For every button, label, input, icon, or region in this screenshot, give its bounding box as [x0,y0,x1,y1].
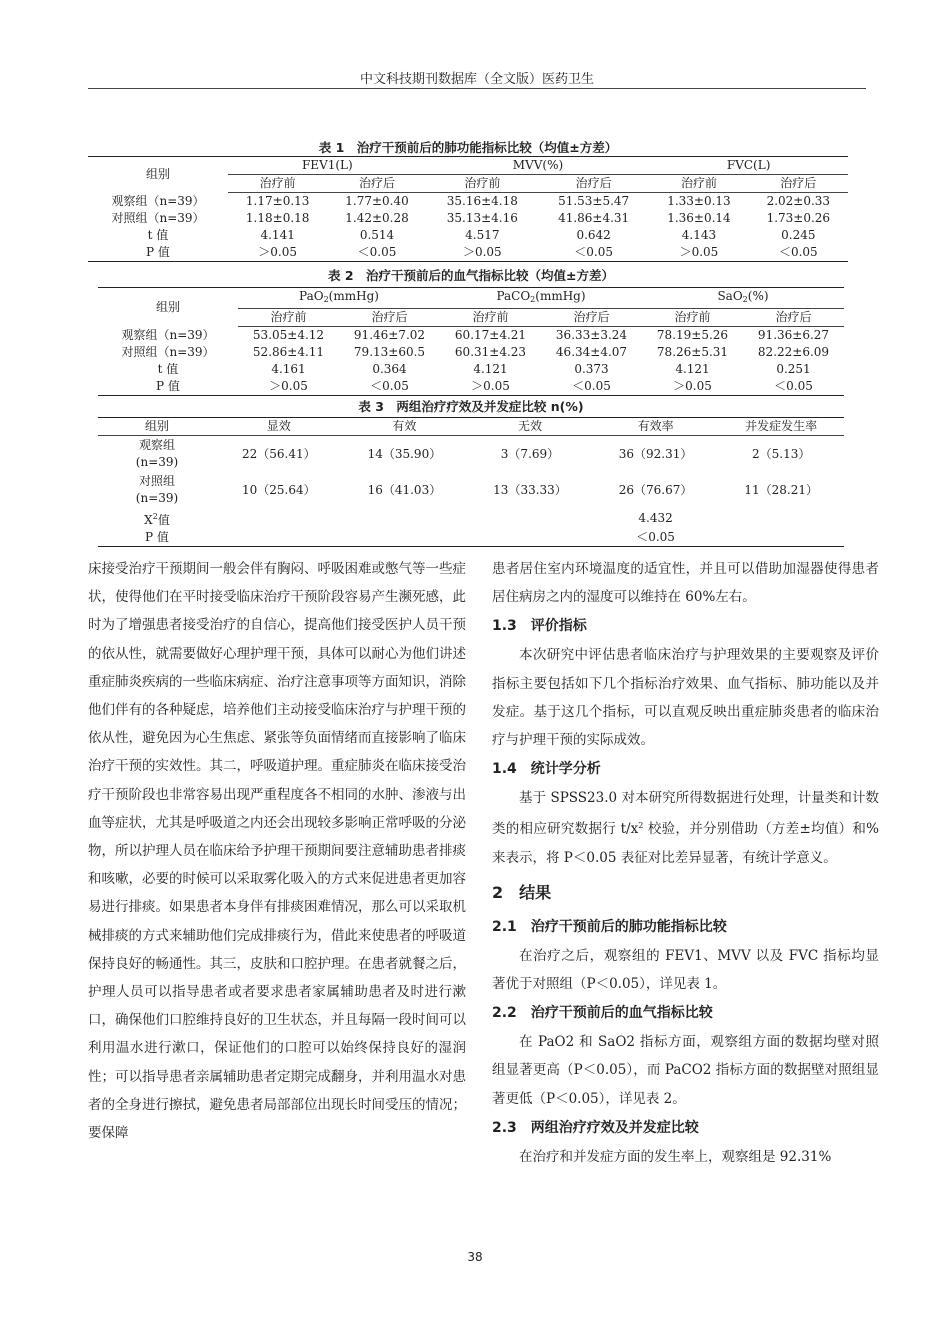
row-label: t 值 [157,362,179,376]
table-cell: 91.46±7.02 [353,328,426,342]
metric-text: SaO [717,289,743,303]
row-label: 观察组（n=39） [121,327,215,342]
table3-row [98,529,844,547]
metric-sub: 2 [742,295,748,304]
table-cell [718,529,844,547]
row-label-n: (n=39) [135,455,179,469]
table3 [98,417,844,547]
table1-sub-header: 治疗后 [749,175,848,193]
table-cell: 1.42±0.28 [345,211,409,225]
table1-sub-header: 治疗前 [427,175,538,193]
table2-metric-pao2 [238,288,440,309]
table1-row [88,227,848,244]
table2-row [98,378,844,396]
body-paragraph: 患者居住室内环境温度的适宜性，并且可以借助加湿器使得患者居住病房之内的湿度可以维持在 60%左右。 [492,561,879,606]
metric-text: PaO [299,289,324,303]
table3-header-cell: 显效 [216,418,342,436]
table-cell [216,508,342,529]
body-paragraph: 本次研究中评估患者临床治疗与护理效果的主要观察及评价指标主要包括如下几个指标治疗效果、血气指标、肺功能以及并发症。基于这几个指标，可以直观反映出重症肺炎患者的临床治疗与护理干预的实际成效。 [492,647,879,749]
table3-header-cell: 组别 [98,418,216,436]
table-cell: 0.514 [359,228,395,242]
table3-header-cell: 有效 [342,418,468,436]
table-cell: ＞0.05 [238,378,339,396]
table-cell: ＜0.05 [327,244,426,262]
metric-sub: 2 [323,295,329,304]
table-cell: 78.26±5.31 [656,345,729,359]
table1-metric-mvv: MVV(%) [427,157,650,175]
row-label: 对照组（n=39） [121,345,215,359]
table-cell: 16（41.03） [367,482,442,497]
metric-unit: (mmHg) [328,289,379,303]
table-cell: 1.33±0.13 [667,194,731,208]
table-cell: 0.245 [781,228,816,242]
table2-sub-header: 治疗前 [440,309,541,327]
table-cell: 3（7.69） [500,446,560,461]
table-cell: 1.36±0.14 [667,211,731,225]
table-cell: 11（28.21） [744,482,818,497]
table-cell: 0.251 [776,362,811,376]
table-cell: 4.161 [271,362,306,376]
table2-row [98,361,844,378]
header-rule [88,88,866,89]
table3-caption: 表 3 两组治疗疗效及并发症比较 n(%) [358,399,584,414]
table2-sub-header: 治疗前 [642,309,743,327]
table-cell: ＞0.05 [427,244,538,262]
table-cell: 4.517 [465,228,500,242]
table3-header-cell: 有效率 [593,418,719,436]
table-cell: 82.22±6.09 [757,345,830,359]
table-cell: 1.77±0.40 [345,194,409,208]
table-cell: ＞0.05 [649,244,748,262]
table-cell: 36（92.31） [618,446,693,461]
table-cell: 35.16±4.18 [446,194,518,208]
row-label: 观察组（n=39） [111,193,205,208]
table-cell: 13（33.33） [493,482,567,497]
table-cell: 4.143 [681,228,717,242]
table-cell: 52.86±4.11 [252,345,325,359]
table-cell: 53.05±4.12 [252,328,325,342]
table2-sub-header: 治疗前 [238,309,339,327]
body-paragraph: 在 PaO2 和 SaO2 指标方面，观察组方面的数据均壁对照组显著更高（P＜0.05），而 PaCO2 指标方面的数据壁对照组显著更低（P＜0.05），详见表 2。 [492,1034,879,1107]
table-cell: 36.33±3.24 [555,328,628,342]
row-label: P 值 [88,244,228,262]
left-column [88,555,466,1147]
table-cell: ＜0.05 [743,378,844,396]
superscript: 2 [638,821,644,831]
table-cell: ＞0.05 [642,378,743,396]
text-run: 基于 SPSS23.0 对本研究所得数据进行处理，计量类和计数类的相应研究数据行 t/x [492,790,879,838]
table1-metric-fvc: FVC(L) [649,157,848,175]
table-cell: 1.18±0.18 [245,211,310,225]
table-cell [718,508,844,529]
table-cell: 91.36±6.27 [757,328,830,342]
table2-metric-sao2 [642,288,844,309]
section-heading-1-3: 1.3 评价指标 [492,618,587,635]
table-cell: 22（56.41） [241,446,316,461]
table1-caption: 表 1 治疗干预前后的肺功能指标比较（均值±方差） [318,140,618,155]
table-cell: ＜0.05 [593,529,719,547]
section-heading-2-3: 2.3 两组治疗疗效及并发症比较 [492,1119,699,1136]
table1 [88,156,848,262]
table-cell [342,529,468,547]
table1-sub-header: 治疗后 [538,175,649,193]
table-cell: 0.364 [372,362,407,376]
row-label-main: 对照组 [138,474,175,488]
row-label: 对照组（n=39） [111,211,205,225]
section-heading-2-2: 2.2 治疗干预前后的血气指标比较 [492,1005,713,1022]
table-cell: 1.73±0.26 [766,211,831,225]
table3-row [98,472,844,508]
table-cell: 2（5.13） [752,446,811,461]
row-label: P 值 [98,378,238,396]
section-heading-2: 2 结果 [492,882,552,902]
metric-sub: 2 [530,295,536,304]
table-cell: 26（76.67） [618,482,693,497]
table-cell: 1.17±0.13 [245,194,310,208]
body-paragraph [492,784,879,872]
row-label: t 值 [147,228,169,242]
table-cell: 10（25.64） [241,482,316,497]
table1-row [88,193,848,211]
text-run: 校验，并分别借助（方差±均值）和%来表示，将 P＜0.05 表征对比差异显著，有统计学意义。 [492,821,879,866]
table-cell: ＞0.05 [440,378,541,396]
table-cell: 0.373 [574,362,609,376]
table-cell [342,508,468,529]
table1-group-header: 组别 [88,157,228,193]
body-paragraph: 床接受治疗干预期间一般会伴有胸闷、呼吸困难或憋气等一些症状，使得他们在平时接受临床治疗干预阶段容易产生濒死感，此时为了增强患者接受治疗的自信心，提高他们接受医护人员干预的依从性，就需要做好心理护理干预，具体可以耐心为他们讲述重症肺炎疾病的一些临床病症、治疗注意事项等方面知识，消除他们伴有的各种疑虑，培养他们主动接受临床治疗与护理干预的依从性，避免因为心生焦虑、紧张等负面情绪而直接影响了临床治疗干预的实效性。其二，呼吸道护理。重症肺炎在临床接受治疗干预阶段也非常容易出现严重程度各不相同的水肿、渗液与出血等症状，尤其是呼吸道之内还会出现较多影响正常呼吸的分泌物，所以护理人员在临床给予护理干预期间要注意辅助患者排痰和咳嗽，必要的时候可以采取雾化吸入的方式来促进患者更加容易进行排痰。如果患者本身伴有排痰困难情况，那么可以采取机械排痰的方式来辅助他们完成排痰行为，借此来使患者的呼吸道保持良好的畅通性。其三，皮肤和口腔护理。在患者就餐之后，护理人员可以指导患者或者要求患者家属辅助患者及时进行漱口，确保他们口腔维持良好的卫生状态，并且每隔一段时间可以利用温水进行漱口，保证他们的口腔可以始终保持良好的湿润性；可以指导患者亲属辅助患者定期完成翻身，并利用温水对患者的全身进行擦拭，避免患者局部部位出现长时间受压的情况；要保障 [88,561,466,1142]
table3-header-cell: 无效 [467,418,593,436]
table2-row [98,344,844,361]
table1-sub-header: 治疗前 [649,175,748,193]
row-label-n: (n=39) [135,491,179,505]
table-cell: ＜0.05 [541,378,642,396]
table-cell: 4.121 [675,362,710,376]
table-cell: 2.02±0.33 [766,194,831,208]
row-label [98,472,216,508]
table2-metric-paco2 [440,288,642,309]
table-cell [216,529,342,547]
page-number: 38 [467,1250,483,1264]
right-column [492,555,879,1171]
metric-text: PaCO [496,289,531,303]
table-cell: 51.53±5.47 [558,194,630,208]
table-cell: 60.17±4.21 [454,328,527,342]
metric-unit: (%) [747,289,769,303]
section-heading-2-1: 2.1 治疗干预前后的肺功能指标比较 [492,918,727,935]
table2 [98,287,844,396]
table3-header-cell: 并发症发生率 [718,418,844,436]
table-cell: 4.432 [638,511,673,525]
table-cell [467,508,593,529]
body-paragraph: 在治疗之后，观察组的 FEV1、MVV 以及 FVC 指标均显著优于对照组（P＜0.05），详见表 1。 [492,947,879,993]
table-cell: 0.642 [576,228,611,242]
chi-label: X [144,513,153,527]
chi-sup: 2 [152,512,158,521]
table-cell: 4.141 [260,228,295,242]
metric-unit: (mmHg) [535,289,586,303]
table-cell: 35.13±4.16 [446,211,518,225]
row-label [98,508,216,529]
table-cell: ＞0.05 [228,244,327,262]
table-cell: 4.121 [473,362,508,376]
table-cell: 79.13±60.5 [353,345,426,359]
table2-sub-header: 治疗后 [743,309,844,327]
table2-sub-header: 治疗后 [339,309,440,327]
section-heading-1-4: 1.4 统计学分析 [492,761,601,778]
table-cell: ＜0.05 [339,378,440,396]
table3-row [98,508,844,529]
table1-row [88,210,848,227]
table-cell: ＜0.05 [538,244,649,262]
body-paragraph: 在治疗和并发症方面的发生率上，观察组是 92.31% [519,1148,832,1165]
table2-caption: 表 2 治疗干预前后的血气指标比较（均值±方差） [327,268,615,283]
table-cell: ＜0.05 [749,244,848,262]
table1-sub-header: 治疗后 [327,175,426,193]
table-cell [467,529,593,547]
table1-metric-fev1: FEV1(L) [228,157,427,175]
table-cell: 60.31±4.23 [454,345,527,359]
table2-sub-header: 治疗后 [541,309,642,327]
row-label: P 值 [98,529,216,547]
table-cell: 41.86±4.31 [558,211,630,225]
chi-label-suffix: 值 [157,513,170,527]
table1-sub-header: 治疗前 [228,175,327,193]
table2-row [98,327,844,345]
table-cell: 46.34±4.07 [555,345,628,359]
table-cell: 78.19±5.26 [656,328,729,342]
row-label-main: 观察组 [138,438,175,452]
table-cell: 14（35.90） [367,446,442,461]
table2-group-header: 组别 [98,288,238,327]
row-label [98,436,216,473]
table3-row [98,436,844,473]
running-header: 中文科技期刊数据库（全文版）医药卫生 [359,72,594,87]
table1-row [88,244,848,262]
